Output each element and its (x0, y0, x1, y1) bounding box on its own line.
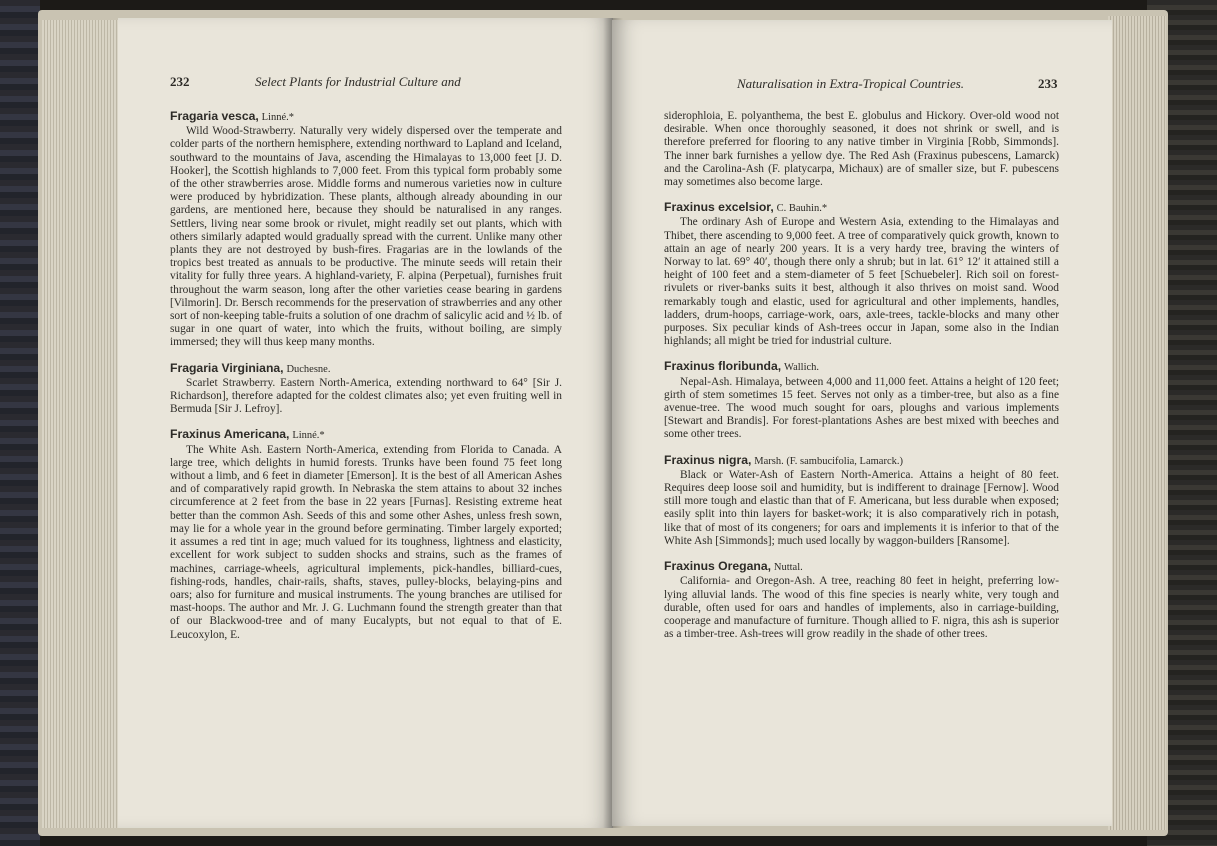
entry-text: Black or Water-Ash of Eastern North-America. Attains a height of 80 feet. Requires deep loose soil and humidity, but is indifferent to drainage [Fernow]. Wood still more tough and elastic than that of F. Americana, but less durable when exposed; easily split into thin layers for basket-work; it is also comparatively rich in potash, like that of most of its congeners; for oars and implements it is inferior to that of the White Ash [Simmonds]; much used locally by waggon-builders [Ransome]. (664, 468, 1059, 547)
page-stack-left (42, 20, 122, 828)
species-name: Fragaria Virginiana, (170, 360, 284, 375)
species-name: Fraxinus nigra, (664, 452, 752, 467)
page-stack-right (1108, 16, 1166, 830)
species-author: Duchesne. (286, 363, 331, 375)
continued-text: siderophloia, E. polyanthema, the best E. globulus and Hickory. Over-old wood not desirable. When once thoroughly seasoned, it does not shrink or swell, and is therefore preferred for flooring to any native timber in Virginia [Robb, Simmonds]. The inner bark furnishes a yellow dye. The Red Ash (Fraxinus pubescens, Lamarck) and the Carolina-Ash (F. platycarpa, Michaux) are of smaller size, but F. pubescens may sometimes also become large. (664, 110, 1059, 189)
species-name: Fraxinus excelsior, (664, 200, 774, 215)
entry-text: The White Ash. Eastern North-America, extending from Florida to Canada. A large tree, which delights in humid forests. Trunks have been found 75 feet long without a limb, and 6 feet in diameter [Emerson]. It is the best of all American Ashes and of comparatively rapid growth. In Nebraska the stem attains to about 32 inches circumference at 2 feet from the base in 22 years [Furnas]. Resisting extreme heat better than the common Ash. Seeds of this and some other Ashes, unless fresh sown, may lie for a whole year in the ground before germinating. Timber largely exported; it assumes a red tint in age; much valued for its toughness, lightness and elasticity, excellent for work subject to sudden shocks and strains, such as the frames of machines, carriage-wheels, agricultural implements, pick-handles, billiard-cues, fishing-rods, handles, chair-rails, shafts, staves, pulley-blocks, belaying-pins and oars; also for furniture and musical instruments. The young branches are utilised for mast-hoops. The author and Mr. J. G. Luchmann found the strength greater than that of our Blackwood-tree and of many Eucalypts, but not equal to that of E. Leucoxylon, E. (170, 443, 562, 641)
species-author: Marsh. (F. sambucifolia, Lamarck.) (754, 455, 903, 467)
species-author: Nuttal. (773, 562, 803, 574)
entry (170, 362, 562, 417)
species-author: Linné.* (292, 430, 325, 442)
entry (664, 360, 1059, 441)
species-author: C. Bauhin.* (776, 203, 828, 215)
species-name: Fraxinus Oregana, (664, 559, 772, 574)
entry-text: Nepal-Ash. Himalaya, between 4,000 and 11,000 feet. Attains a height of 120 feet; girth of stem sometimes 15 feet. Serves not only as a timber-tree, but also as a fine avenue-tree. The wood much sought for oars, ploughs and various implements [Stewart and Brandis]. For forest-plantations Ashes are best mixed with beeches and some other trees. (664, 375, 1059, 441)
entry (664, 454, 1059, 548)
right-page (612, 20, 1112, 826)
species-name: Fraxinus floribunda, (664, 359, 782, 374)
entry-text: Wild Wood-Strawberry. Naturally very widely dispersed over the temperate and colder parts of the northern hemisphere, extending northward to Lapland and Iceland, southward to the mountains of Java, ascending the Himalayas to 13,000 feet [J. D. Hooker], the Scottish highlands to 7,000 feet. From this typical form probably some of the other strawberries arose. Middle forms and numerous varieties now in culture were produced by hybridization. These plants, although already abounding in our gardens, are mentioned here, because they should be naturalised in any ranges. Settlers, living near some brook or rivulet, might readily set out plants, which with others similarly adapted would gradually spread with the current. Unlike many other plants they are not destroyed by bush-fires. Fragarias are in the lowlands of the tropics best treated as annuals to be productive. The minute seeds will retain their vitality for fully three years. A highland-variety, F. alpina (Perpetual), furnishes fruit throughout the warm season, long after the other varieties cease bearing in gardens [Vilmorin]. Dr. Bersch recommends for the preservation of strawberries and any other sort of non-keeping table-fruits a solution of one drachm of salicylic acid and ½ lb. of sugar in one quart of water, into which the fruits, without boiling, are simply immersed; they will thus keep many months. (170, 125, 562, 349)
species-name: Fraxinus Americana, (170, 427, 290, 442)
species-author: Wallich. (784, 362, 820, 374)
running-head: Select Plants for Industrial Culture and (255, 74, 461, 89)
page-content (664, 110, 1059, 653)
species-author: Linné.* (261, 112, 294, 123)
book-binding-left (0, 0, 40, 846)
left-page (118, 18, 613, 828)
page-number: 233 (1038, 76, 1058, 91)
page-number: 232 (170, 74, 190, 89)
entry-text: Scarlet Strawberry. Eastern North-America, extending northward to 64° [Sir J. Richardson], therefore adapted for the coldest climates also; yet even fruiting well in Bermuda [Sir J. Lefroy]. (170, 376, 562, 416)
entry (664, 201, 1059, 348)
entry (170, 428, 562, 641)
entry-text: The ordinary Ash of Europe and Western Asia, extending to the Himalayas and Thibet, there ascending to 9,000 feet. A tree of comparatively quick growth, known to attain an age of nearly 200 years. It is a very hardy tree, braving the winters of Norway to lat. 69° 40′, though there only a shrub; but in lat. 61° 12′ it attained still a height of 100 feet and a stem-diameter of 5 feet [Schuebeler]. Rich soil on forest-rivulets or river-banks suits it best, although it also thrives on moist sand. Wood remarkably tough and elastic, used for agricultural and other implements, handles, ladders, drum-hoops, carriage-work, oars, axle-trees, tackle-blocks and many other purposes. Six peculiar kinds of Ash-trees occur in Japan, some also in the Indian highlands; all might be tried for industrial culture. (664, 216, 1059, 348)
species-name: Fragaria vesca, (170, 109, 259, 123)
running-head: Naturalisation in Extra-Tropical Countries. (737, 76, 965, 91)
entry-text: California- and Oregon-Ash. A tree, reaching 80 feet in height, preferring low-lying alluvial lands. The wood of this fine species is nearly white, very tough and durable, often used for oars and handles of implements, also in carriage-building, cooperage and manufacture of furniture. Though allied to F. nigra, this ash is superior as a timber-tree. Ash-trees will grow readily in the shade of other trees. (664, 575, 1059, 641)
entry (664, 560, 1059, 641)
page-content (170, 110, 562, 654)
entry (170, 110, 562, 350)
